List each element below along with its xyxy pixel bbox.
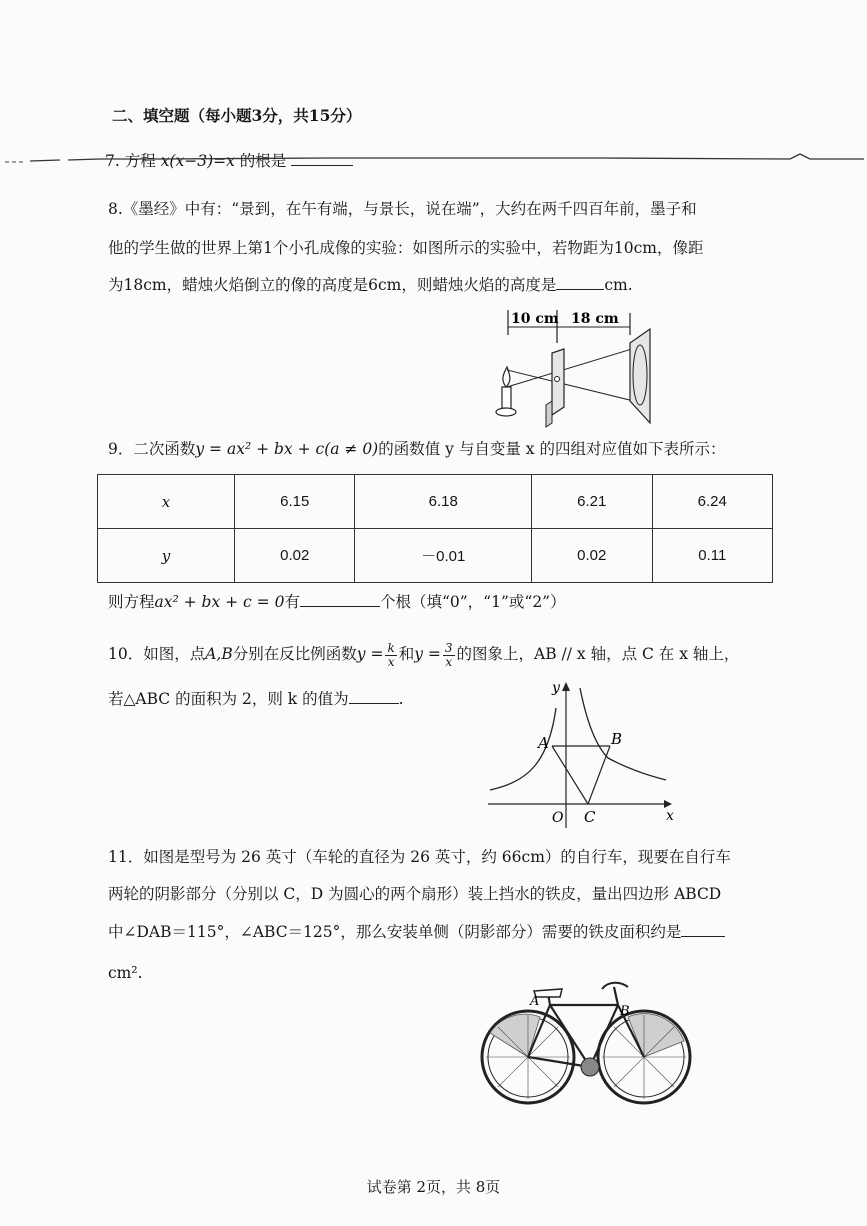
q8-line-3 [108,273,633,297]
right-hyperbola-branch [580,688,666,780]
label-b: B [611,730,623,748]
q10-func2-fraction: $\frac{3}{x}$ [444,640,453,669]
label-a: A [538,734,549,752]
chainring [581,1058,599,1076]
section-title: 二、填空题（每小题3分，共15分） [112,106,362,125]
q9-intro-suffix: 的函数值 y 与自变量 x 的四组对应值如下表所示： [378,440,726,458]
q9-answer-equation: ax² + bx + c = 0 [154,593,285,611]
q11-line-3 [108,920,725,944]
q10-suffix: 的图象上，AB // x 轴，点 C 在 x 轴上， [456,645,740,663]
label-b: B [620,1004,630,1019]
q7-equation: x(x−3)=x [160,152,235,170]
scan-strike-line [0,150,867,170]
value-table [97,474,773,583]
pinhole-camera-figure [490,305,670,430]
q7-prefix: 方程 [124,152,156,170]
q11-line-2: 两轮的阴影部分（分别以 C，D 为圆心的两个扇形）装上挡水的铁皮，量出四边形 ABCD [108,885,722,903]
table-row [98,475,773,529]
table-cell: 6.21 [532,475,652,529]
q11-line-1: 11．如图是型号为 26 英寸（车轮的直径为 26 英寸，约 66cm）的自行车，现要在自行车 [108,848,731,866]
hyperbola-figure [480,678,680,838]
q9-answer-prefix: 则方程 [108,593,155,611]
label-c: C [584,808,596,826]
q9-answer-blank [300,590,380,607]
q10-answer-blank [349,687,399,704]
q8-unit: cm. [604,276,633,294]
q8-line-3-text: 为18cm，蜡烛火焰倒立的像的高度是6cm，则蜡烛火焰的高度是 [108,276,557,294]
q8-answer-blank [556,273,604,290]
q10-points: A,B [205,645,233,663]
q7-suffix: 的根是 [239,152,287,170]
table-header-x: x [98,475,235,529]
q10-mid: 分别在反比例函数 [232,645,357,663]
q9-answer-mid: 有 [284,593,300,611]
pinhole-board [552,349,564,415]
table-cell: 0.02 [235,529,355,583]
table-header-y: y [98,529,235,583]
q8-line-2: 他的学生做的世界上第1个小孔成像的实验：如图所示的实验中，若物距为10cm，像距 [108,239,704,257]
candle [502,387,511,409]
q9-intro [108,437,725,461]
table-cell: 6.15 [235,475,355,529]
q10-prefix: 10．如图，点 [108,645,206,663]
q9-answer-line [108,590,566,614]
table-row [98,529,773,583]
q10-and: 和 [398,645,415,663]
label-object-distance: 10 cm [511,311,559,327]
table-cell: 0.11 [652,529,772,583]
page-footer: 试卷第 2页，共 8页 [366,1178,501,1196]
bicycle-frame [528,987,644,1067]
label-x: x [666,808,674,824]
table-cell: －0.01 [355,529,532,583]
q11-line-4: cm². [108,964,143,982]
q10-line-2 [108,687,404,711]
label-y: y [552,680,560,696]
q10-period: . [398,690,404,708]
q10-line-2-text: 若△ABC 的面积为 2，则 k 的值为 [108,690,349,708]
q9-function: y = ax² + bx + c(a ≠ 0) [195,440,379,458]
q8-line-1: 8.《墨经》中有：“景到，在午有端，与景长，说在端”，大约在两千四百年前，墨子和 [108,200,697,218]
label-origin: O [552,810,564,826]
q9-answer-suffix: 个根（填“0”，“1”或“2”） [379,593,566,611]
q10-func2-lhs: y = [414,645,441,663]
q10-func1-fraction: $\frac{k}{x}$ [387,640,395,669]
bicycle-figure [478,975,693,1115]
table-cell: 6.24 [652,475,772,529]
q7-number: 7. [105,152,120,170]
q11-answer-blank [681,920,725,937]
q9-intro-prefix: 9．二次函数 [108,440,196,458]
label-a: A [530,994,540,1009]
table-cell: 6.18 [355,475,532,529]
table-cell: 0.02 [532,529,652,583]
q10-func1-lhs: y = [356,645,384,663]
q11-line-3-text: 中∠DAB＝115°，∠ABC＝125°，那么安装单侧（阴影部分）需要的铁皮面积约是 [108,923,682,941]
q10-line-1 [108,634,739,674]
label-image-distance: 18 cm [571,311,619,327]
